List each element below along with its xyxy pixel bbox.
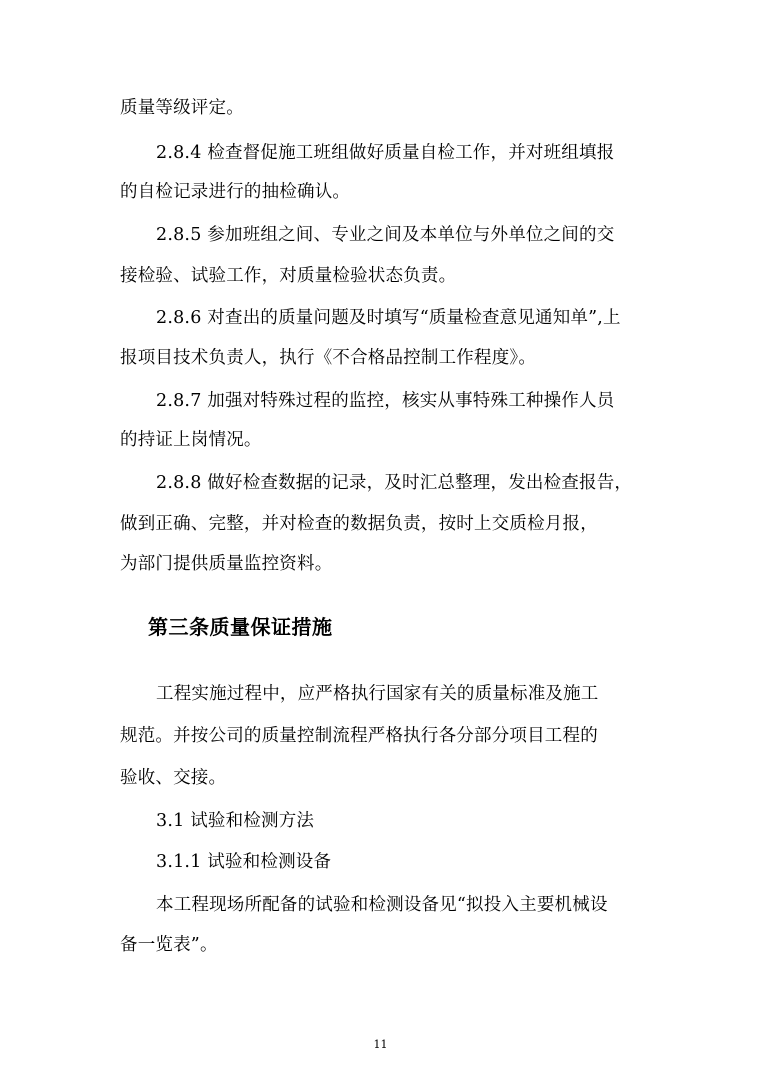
- subsection-title: 3.1 试验和检测方法: [156, 811, 315, 831]
- paragraph-line: 2.8.6 对查出的质量问题及时填写“质量检查意见通知单”,上: [156, 308, 621, 328]
- paragraph-line: 本工程现场所配备的试验和检测设备见“拟投入主要机械设: [156, 895, 608, 915]
- page-number: 11: [373, 1038, 388, 1051]
- paragraph-line: 2.8.4 检查督促施工班组做好质量自检工作，并对班组填报: [156, 143, 615, 163]
- paragraph-line: 规范。并按公司的质量控制流程严格执行各分部分项目工程的: [120, 726, 598, 746]
- paragraph-line: 做到正确、完整，并对检查的数据负责，按时上交质检月报，: [120, 514, 598, 534]
- paragraph-line: 质量等级评定。: [120, 98, 244, 118]
- paragraph-line: 2.8.8 做好检查数据的记录，及时汇总整理，发出检查报告，: [156, 473, 633, 493]
- subsection-title: 3.1.1 试验和检测设备: [156, 852, 332, 872]
- paragraph-line: 的持证上岗情况。: [120, 430, 262, 450]
- paragraph-line: 2.8.5 参加班组之间、专业之间及本单位与外单位之间的交: [156, 225, 615, 245]
- paragraph-line: 接检验、试验工作，对质量检验状态负责。: [120, 266, 457, 286]
- paragraph-line: 报项目技术负责人，执行《不合格品控制工作程度》。: [120, 348, 537, 368]
- paragraph-line: 备一览表”。: [120, 935, 218, 955]
- paragraph-line: 验收、交接。: [120, 768, 227, 788]
- section-heading: 第三条质量保证措施: [148, 615, 333, 639]
- paragraph-line: 为部门提供质量监控资料。: [120, 554, 333, 574]
- paragraph-line: 工程实施过程中，应严格执行国家有关的质量标准及施工: [156, 684, 599, 704]
- paragraph-line: 的自检记录进行的抽检确认。: [120, 182, 351, 202]
- paragraph-line: 2.8.7 加强对特殊过程的监控，核实从事特殊工种操作人员: [156, 391, 615, 411]
